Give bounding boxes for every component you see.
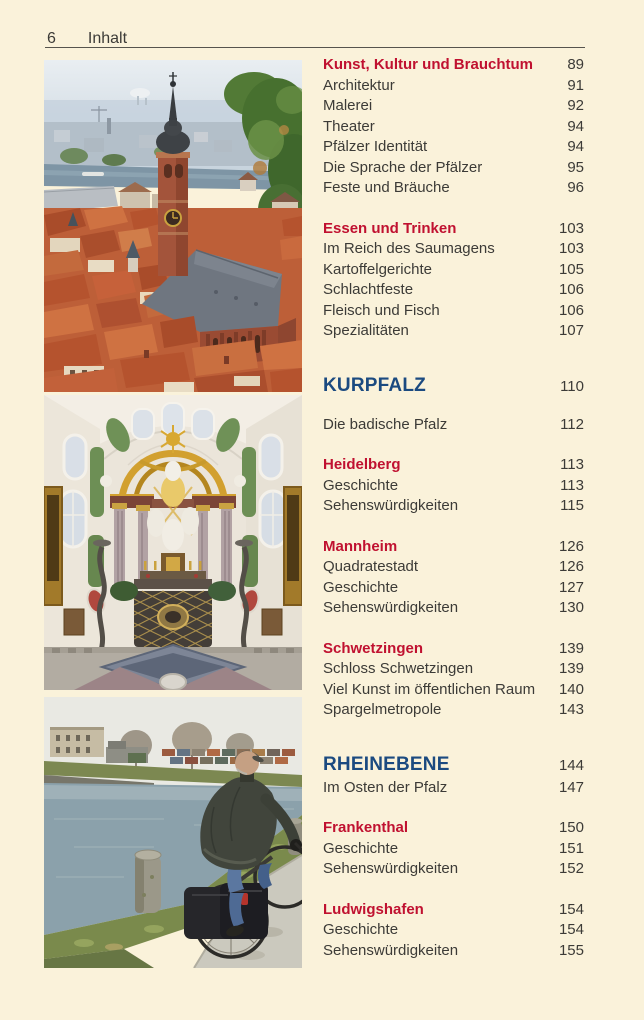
riverside-cyclist-photo bbox=[44, 697, 302, 968]
toc-entry-row-page-number: 103 bbox=[558, 240, 584, 257]
toc-heading-row-page-number: 139 bbox=[558, 639, 584, 657]
toc-entry-row bbox=[323, 260, 584, 281]
toc-heading-row-label: RHEINEBENE bbox=[323, 753, 450, 775]
toc-entry-row bbox=[323, 239, 584, 260]
toc-entry-row-page-number: 113 bbox=[560, 476, 584, 494]
toc-heading-row bbox=[323, 537, 584, 558]
toc-entry-row-label: Pfälzer Identität bbox=[323, 138, 428, 155]
toc-heading-row bbox=[323, 55, 584, 76]
page-header bbox=[47, 30, 127, 48]
toc-entry-row bbox=[323, 557, 584, 578]
toc-heading-row-label: KURPFALZ bbox=[323, 374, 426, 396]
toc-heading-row bbox=[323, 752, 584, 778]
toc-entry-row-page-number: 152 bbox=[558, 860, 584, 877]
toc-entry-row-page-number: 154 bbox=[558, 921, 584, 938]
toc-block bbox=[323, 900, 584, 962]
toc-entry-row bbox=[323, 476, 584, 497]
toc-entry-row-page-number: 94 bbox=[567, 117, 584, 135]
toc-entry-row-label: Spargelmetropole bbox=[323, 701, 442, 718]
toc-entry-row-page-number: 106 bbox=[558, 281, 584, 298]
toc-entry-row-label: Fleisch und Fisch bbox=[323, 301, 440, 319]
toc-heading-row-label: Mannheim bbox=[323, 537, 398, 555]
church-interior-illustration bbox=[44, 395, 302, 690]
toc-block bbox=[323, 415, 584, 436]
toc-entry-row bbox=[323, 941, 584, 962]
toc-entry-row-label: Quadratestadt bbox=[323, 558, 419, 575]
toc-entry-row bbox=[323, 76, 584, 97]
toc-entry-row-page-number: 143 bbox=[558, 701, 584, 718]
toc-entry-row-label: Malerei bbox=[323, 97, 373, 114]
toc-entry-row-label: Viel Kunst im öffentlichen Raum bbox=[323, 680, 536, 698]
toc-entry-row-label: Feste und Bräuche bbox=[323, 179, 450, 196]
page-number: 6 bbox=[47, 30, 56, 47]
toc-entry-row-label: Spezialitäten bbox=[323, 322, 409, 339]
toc-entry-row-label: Geschichte bbox=[323, 476, 399, 494]
photo-column bbox=[44, 60, 302, 968]
toc-entry-row bbox=[323, 137, 584, 158]
toc-entry-row-label: Geschichte bbox=[323, 921, 399, 938]
toc-entry-row bbox=[323, 700, 584, 721]
toc-entry-row-label: Die Sprache der Pfälzer bbox=[323, 158, 483, 176]
toc-entry-row-label: Sehenswürdigkeiten bbox=[323, 860, 459, 877]
toc-entry-row-page-number: 130 bbox=[558, 599, 584, 616]
toc-entry-row-label: Im Osten der Pfalz bbox=[323, 778, 448, 796]
toc-entry-row-page-number: 91 bbox=[567, 76, 584, 94]
toc-heading-row-page-number: 110 bbox=[560, 377, 584, 395]
toc-entry-row-label: Sehenswürdigkeiten bbox=[323, 941, 459, 959]
toc-entry-row-page-number: 155 bbox=[558, 941, 584, 959]
heidelberg-aerial-photo bbox=[44, 60, 302, 392]
toc-entry-row-label: Die badische Pfalz bbox=[323, 415, 448, 433]
toc-entry-row bbox=[323, 321, 584, 342]
toc-entry-row-label: Geschichte bbox=[323, 839, 399, 857]
toc-entry-row-page-number: 151 bbox=[558, 839, 584, 857]
toc-heading-row-page-number: 144 bbox=[558, 756, 584, 774]
toc-entry-row-page-number: 140 bbox=[558, 680, 584, 698]
toc-block bbox=[323, 752, 584, 799]
toc-entry-row bbox=[323, 859, 584, 880]
toc-block bbox=[323, 455, 584, 517]
toc-heading-row-page-number: 150 bbox=[558, 819, 584, 836]
toc-heading-row-page-number: 89 bbox=[567, 56, 584, 73]
toc-entry-row bbox=[323, 280, 584, 301]
toc-heading-row-label: Ludwigshafen bbox=[323, 900, 424, 918]
toc-entry-row-page-number: 105 bbox=[558, 260, 584, 278]
toc-block bbox=[323, 55, 584, 199]
toc-entry-row-label: Geschichte bbox=[323, 578, 399, 596]
toc-heading-row bbox=[323, 818, 584, 839]
toc-entry-row-page-number: 139 bbox=[558, 660, 584, 677]
toc-entry-row bbox=[323, 778, 584, 799]
toc-entry-row-page-number: 96 bbox=[567, 179, 584, 196]
toc-entry-row bbox=[323, 659, 584, 680]
table-of-contents bbox=[323, 55, 584, 961]
toc-entry-row-label: Sehenswürdigkeiten bbox=[323, 497, 459, 514]
toc-block bbox=[323, 818, 584, 880]
toc-entry-row-page-number: 107 bbox=[558, 322, 584, 339]
toc-entry-row bbox=[323, 578, 584, 599]
toc-heading-row bbox=[323, 219, 584, 240]
toc-heading-row bbox=[323, 900, 584, 921]
heidelberg-aerial-illustration bbox=[44, 60, 302, 392]
toc-heading-row-label: Essen und Trinken bbox=[323, 219, 457, 237]
toc-entry-row-label: Sehenswürdigkeiten bbox=[323, 599, 459, 616]
toc-entry-row-page-number: 115 bbox=[560, 497, 584, 514]
toc-entry-row bbox=[323, 158, 584, 179]
toc-block bbox=[323, 537, 584, 619]
toc-entry-row-label: Architektur bbox=[323, 76, 395, 94]
toc-entry-row bbox=[323, 117, 584, 138]
toc-entry-row-label: Schlachtfeste bbox=[323, 281, 414, 298]
toc-entry-row bbox=[323, 415, 584, 436]
toc-block bbox=[323, 639, 584, 721]
toc-heading-row bbox=[323, 373, 584, 399]
toc-heading-row bbox=[323, 639, 584, 660]
page-title: Inhalt bbox=[87, 30, 128, 47]
toc-entry-row-page-number: 95 bbox=[567, 158, 584, 176]
toc-entry-row-label: Schloss Schwetzingen bbox=[323, 660, 474, 677]
toc-entry-row bbox=[323, 178, 584, 199]
toc-entry-row-page-number: 106 bbox=[558, 301, 584, 319]
toc-entry-row bbox=[323, 96, 584, 117]
toc-heading-row-label: Frankenthal bbox=[323, 819, 409, 836]
toc-block bbox=[323, 219, 584, 342]
toc-entry-row-label: Im Reich des Saumagens bbox=[323, 240, 495, 257]
toc-entry-row bbox=[323, 301, 584, 322]
toc-heading-row-page-number: 103 bbox=[558, 219, 584, 237]
toc-heading-row-page-number: 126 bbox=[558, 537, 584, 555]
toc-heading-row-label: Schwetzingen bbox=[323, 639, 424, 657]
toc-entry-row-page-number: 112 bbox=[560, 415, 584, 433]
riverside-cyclist-illustration bbox=[44, 697, 302, 968]
toc-entry-row bbox=[323, 920, 584, 941]
toc-entry-row-page-number: 127 bbox=[558, 578, 584, 596]
toc-heading-row-page-number: 113 bbox=[560, 456, 584, 473]
toc-heading-row-page-number: 154 bbox=[558, 900, 584, 918]
toc-entry-row bbox=[323, 598, 584, 619]
toc-entry-row-label: Kartoffelgerichte bbox=[323, 260, 432, 278]
toc-block bbox=[323, 373, 584, 399]
toc-entry-row-page-number: 94 bbox=[567, 138, 584, 155]
toc-entry-row bbox=[323, 496, 584, 517]
toc-heading-row-label: Kunst, Kultur und Brauchtum bbox=[323, 56, 533, 73]
toc-entry-row-page-number: 92 bbox=[567, 97, 584, 114]
toc-entry-row bbox=[323, 839, 584, 860]
toc-heading-row bbox=[323, 455, 584, 476]
header-rule bbox=[45, 47, 585, 48]
toc-entry-row-page-number: 126 bbox=[558, 558, 584, 575]
toc-entry-row-page-number: 147 bbox=[558, 778, 584, 796]
toc-heading-row-label: Heidelberg bbox=[323, 456, 401, 473]
baroque-church-interior-photo bbox=[44, 395, 302, 690]
toc-entry-row bbox=[323, 680, 584, 701]
toc-entry-row-label: Theater bbox=[323, 117, 375, 135]
